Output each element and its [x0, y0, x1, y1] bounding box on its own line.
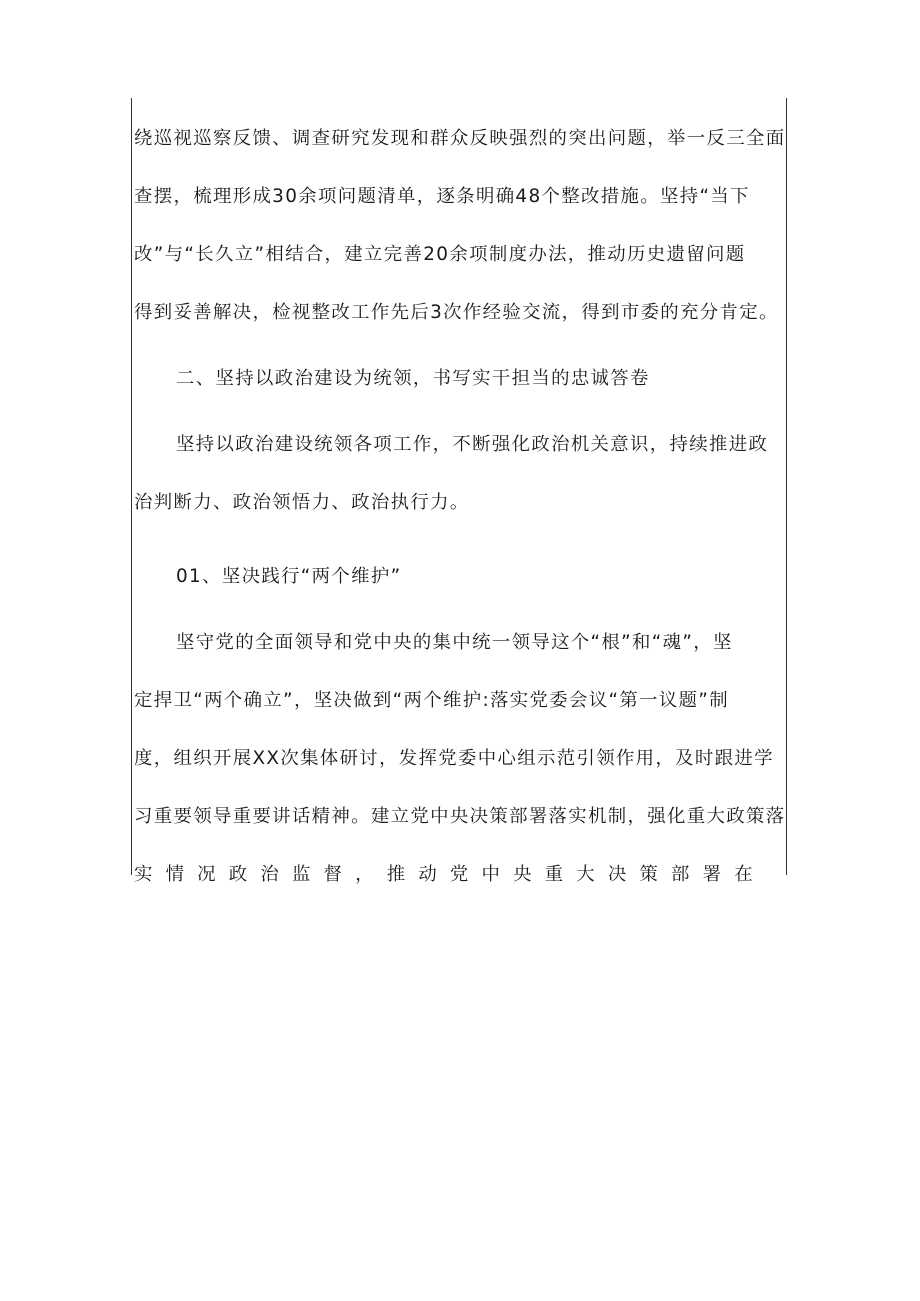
- section-heading: 二、坚持以政治建设为统领，书写实干担当的忠诚答卷: [176, 368, 650, 389]
- text-line: 度，组织开展XX次集体研讨，发挥党委中心组示范引领作用，及时跟进学: [134, 748, 774, 769]
- text-line: 查摆，梳理形成30余项问题清单，逐条明确48个整改措施。坚持“当下: [134, 186, 750, 207]
- text-line: 定捍卫“两个确立”，坚决做到“两个维护:落实党委会议“第一议题”制: [134, 690, 729, 711]
- text-line: 坚持以政治建设统领各项工作，不断强化政治机关意识，持续推进政: [176, 434, 769, 455]
- paragraph-political-building: [134, 416, 786, 532]
- text-line: 治判断力、政治领悟力、政治执行力。: [134, 492, 470, 513]
- text-line: 得到妥善解决，检视整改工作先后3次作经验交流，得到市委的充分肯定。: [134, 302, 779, 323]
- paragraph-rectification: [134, 110, 786, 342]
- subsection-heading: 01、坚决践行“两个维护”: [176, 566, 402, 587]
- cell-content: [134, 110, 786, 904]
- text-line: 绕巡视巡察反馈、调查研究发现和群众反映强烈的突出问题，举一反三全面: [134, 128, 786, 149]
- text-line: 改”与“长久立”相结合，建立完善20余项制度办法，推动历史遗留问题: [134, 244, 746, 265]
- table-cell-frame: [131, 98, 787, 885]
- text-line: 习重要领导重要讲话精神。建立党中央决策部署落实机制，强化重大政策落: [134, 806, 786, 827]
- paragraph-two-safeguards: [134, 614, 786, 904]
- text-line: 实情况政治监督，推动党中央重大决策部署在: [134, 864, 766, 885]
- text-line: 坚守党的全面领导和党中央的集中统一领导这个“根”和“魂”，坚: [176, 632, 733, 653]
